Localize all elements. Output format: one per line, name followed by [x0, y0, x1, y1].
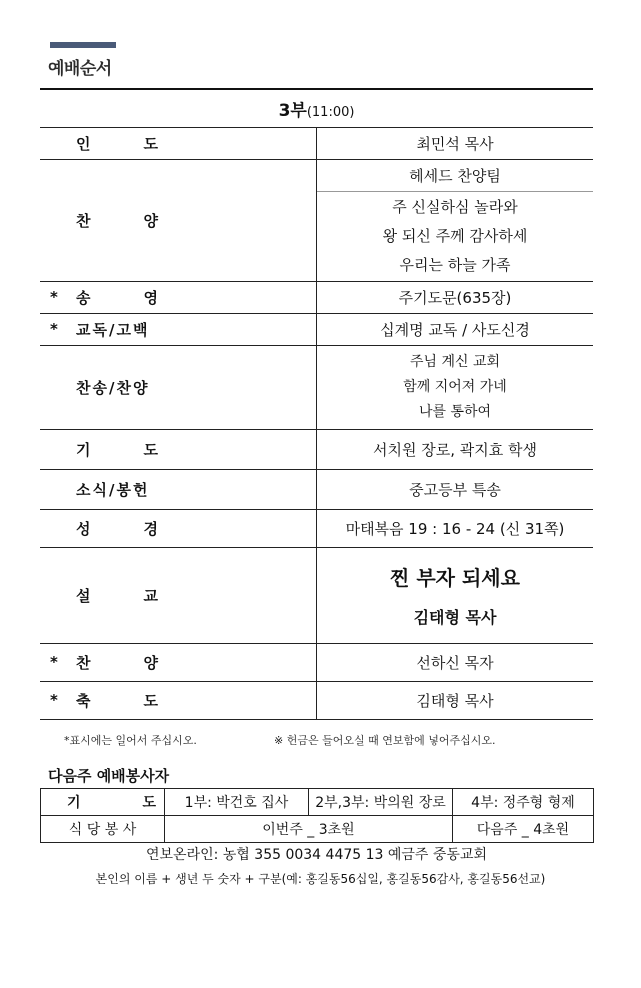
- label-char: 기: [67, 795, 81, 811]
- label-char: 축: [76, 691, 91, 710]
- scripture-value: 마태복음 19 : 16 - 24 (신 31쪽): [317, 509, 594, 547]
- row-sermon: [40, 547, 593, 643]
- prayer-part4: 4부: 정주형 형제: [453, 789, 594, 816]
- label-char: 경: [143, 519, 158, 538]
- choir-line: 나를 통하여: [418, 403, 492, 420]
- next-prayer-row: [41, 789, 594, 816]
- row-news: [40, 469, 593, 509]
- label-char: 송: [76, 288, 91, 307]
- sermon-preacher: 김태형 목사: [413, 608, 497, 627]
- label-char: 인: [76, 134, 91, 153]
- row-praise2: [40, 643, 593, 681]
- praise-team: 헤세드 찬양팀: [317, 159, 594, 191]
- row-confession: [40, 313, 593, 345]
- header-accent-bar: [50, 42, 116, 48]
- stand-marker: *: [50, 320, 58, 338]
- label-char: 도: [143, 134, 158, 153]
- label-char: 양: [143, 653, 158, 672]
- online-offering-account: 연보온라인: 농협 355 0034 4475 13 예금주 중동교회: [146, 847, 487, 863]
- prayer-part23: 2부,3부: 박의원 장로: [309, 789, 453, 816]
- prayer-value: 서치원 장로, 곽지효 학생: [317, 429, 594, 469]
- hymn-value: 주기도문(635장): [317, 281, 594, 313]
- page-title: 예배순서: [48, 59, 112, 79]
- label-char: 찬: [76, 653, 91, 672]
- news-label: 소식/봉헌: [76, 480, 150, 499]
- next-week-table: [40, 788, 594, 843]
- label-char: 찬: [76, 211, 91, 230]
- stand-marker: *: [50, 691, 58, 709]
- invocation-value: 최민석 목사: [317, 127, 594, 159]
- kitchen-this-week: 이번주 _ 3초원: [165, 816, 453, 843]
- label-char: 도: [143, 440, 158, 459]
- label-char: 성: [76, 519, 91, 538]
- label-char: 설: [76, 586, 91, 605]
- stand-marker: *: [50, 288, 58, 306]
- service-time: (11:00): [306, 104, 355, 120]
- next-week-title: 다음주 예배봉사자: [48, 767, 170, 785]
- row-invocation: [40, 127, 593, 159]
- label-char: 기: [76, 440, 91, 459]
- kitchen-next-week: 다음주 _ 4초원: [453, 816, 594, 843]
- label-char: 양: [143, 211, 158, 230]
- row-choir: [40, 345, 593, 429]
- sermon-title: 찐 부자 되세요: [390, 566, 520, 590]
- praise-song: 왕 되신 주께 감사하세: [382, 226, 528, 245]
- praise-song: 우리는 하늘 가족: [399, 255, 511, 274]
- label-char: 도: [143, 691, 158, 710]
- benediction-value: 김태형 목사: [317, 681, 594, 719]
- news-value: 중고등부 특송: [317, 469, 594, 509]
- confession-value: 십계명 교독 / 사도신경: [317, 313, 594, 345]
- label-char: 영: [143, 288, 158, 307]
- row-scripture: [40, 509, 593, 547]
- praise2-value: 선하신 목자: [317, 643, 594, 681]
- worship-order-table: [40, 88, 593, 720]
- confession-label: 교독/고백: [76, 320, 150, 339]
- prayer-part1: 1부: 박건호 집사: [165, 789, 309, 816]
- choir-label: 찬송/찬양: [76, 378, 150, 397]
- offering-note: ※ 헌금은 들어오실 때 연보함에 넣어주십시오.: [274, 734, 496, 747]
- stand-marker: *: [50, 653, 58, 671]
- praise-song: 주 신실하심 놀라와: [392, 197, 518, 216]
- row-hymn: [40, 281, 593, 313]
- row-praise: [40, 159, 593, 191]
- row-benediction: [40, 681, 593, 719]
- service-time-row: [40, 89, 593, 127]
- choir-line: 주님 계신 교회: [409, 353, 501, 370]
- label-char: 도: [142, 795, 156, 811]
- label-char: 교: [143, 586, 158, 605]
- row-prayer: [40, 429, 593, 469]
- kitchen-label: 식 당 봉 사: [41, 816, 165, 843]
- offering-instruction: 본인의 이름 + 생년 두 숫자 + 구분(예: 홍길동56십일, 홍길동56감사, 홍길동56선교): [95, 872, 546, 886]
- kitchen-row: [41, 816, 594, 843]
- service-part: 3부: [278, 100, 307, 121]
- choir-line: 함께 지어져 가네: [403, 378, 507, 395]
- stand-note: *표시에는 일어서 주십시오.: [64, 734, 197, 747]
